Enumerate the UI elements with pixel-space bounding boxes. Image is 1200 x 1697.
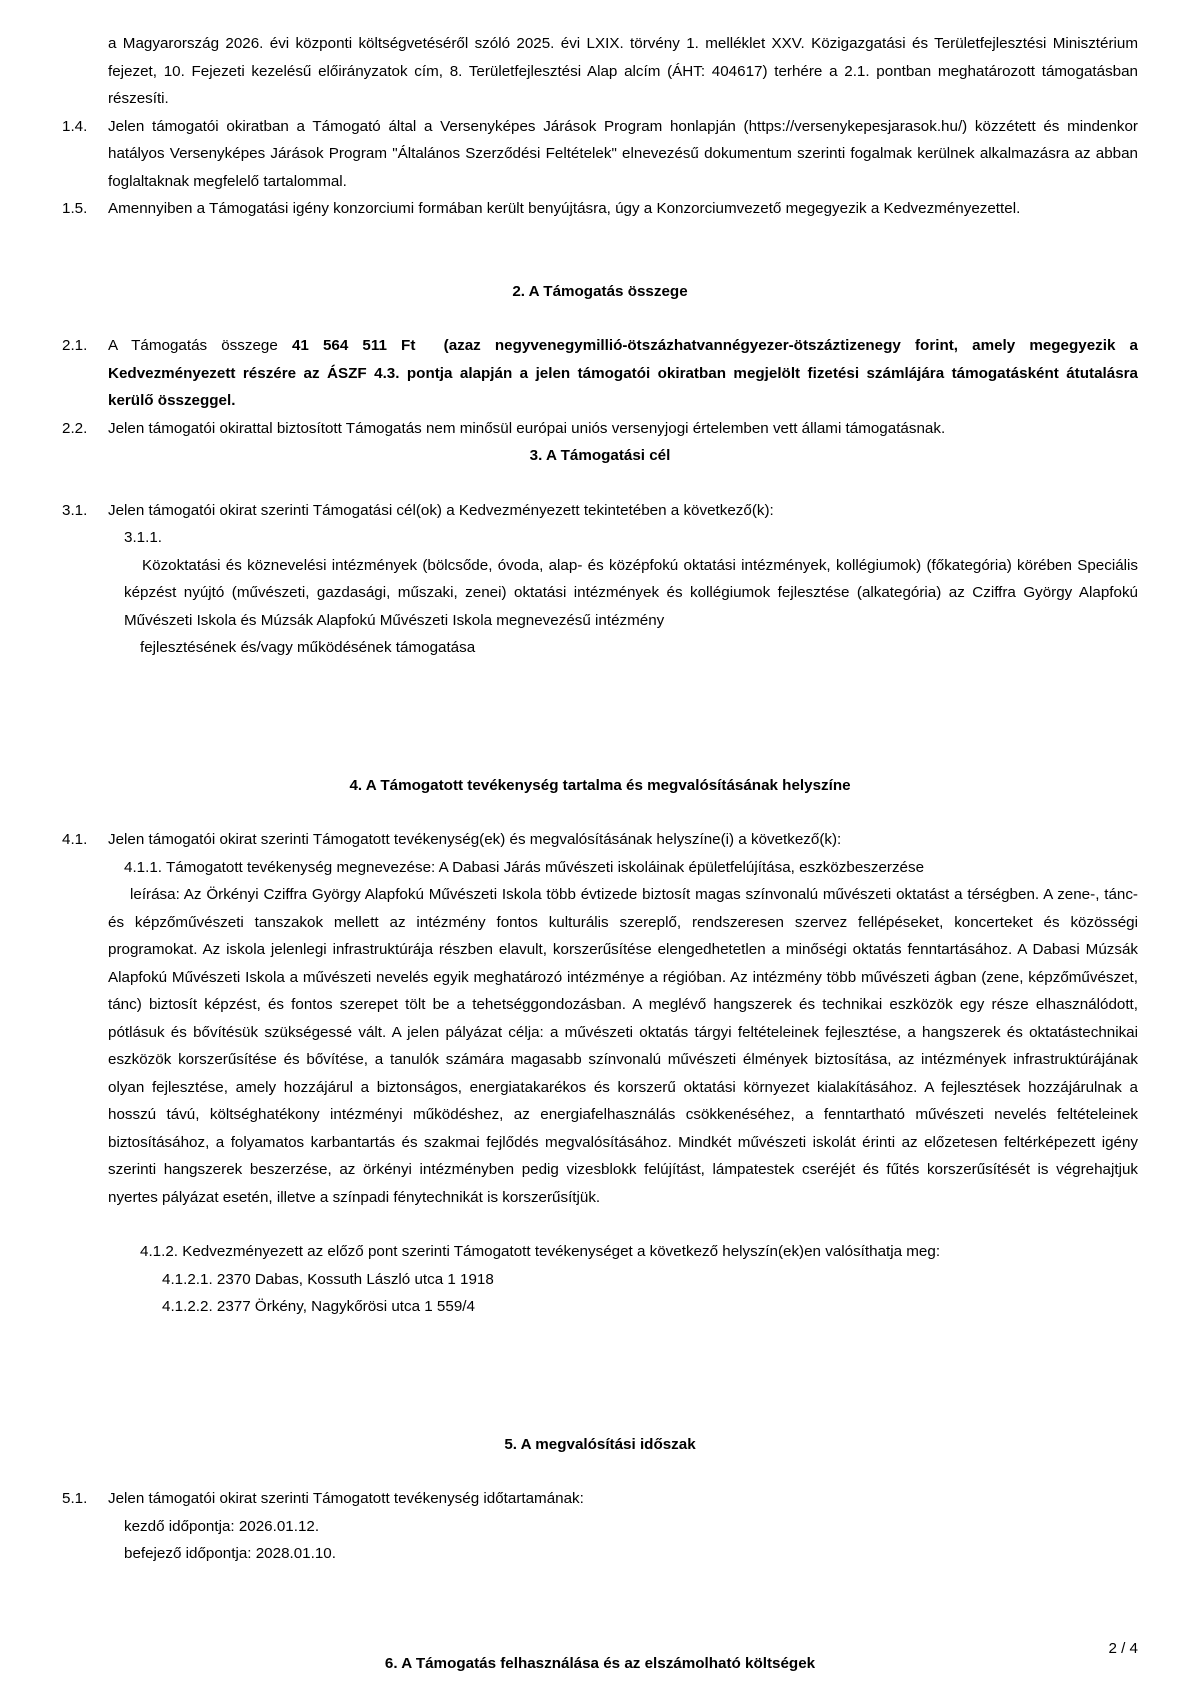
spacer	[62, 223, 1138, 278]
spacer	[62, 1458, 1138, 1485]
clause-1-5	[62, 195, 1138, 223]
clause-2-2-number: 2.2.	[62, 419, 88, 437]
spacer	[62, 1568, 1138, 1650]
clause-2-1-text	[108, 332, 1138, 415]
clause-3-1-1-number: 3.1.1.	[124, 529, 162, 546]
spacer	[62, 662, 1138, 772]
clause-3-1-number: 3.1.	[62, 501, 88, 519]
clause-2-1-amount-words	[415, 337, 443, 354]
clause-2-1-bold-rest: (azaz negyvenegymillió-ötszázhatvannégyezer-ötszáztizenegy forint, amely megegyezik a Kedvezményezett részére az ÁSZF 4.3. pontja alapján a jelen támogatói okiratban megjelölt fizetési számlájára támogatásként átutalásra kerülő összeggel.	[108, 337, 1138, 409]
clause-4-1	[62, 826, 1138, 854]
clause-1-4-number: 1.4.	[62, 117, 88, 135]
clause-3-1-1-tail: fejlesztésének és/vagy működésének támogatása	[140, 639, 476, 656]
heading-section-2: 2. A Támogatás összege	[512, 282, 688, 300]
clause-1-5-text: Amennyiben a Támogatási igény konzorciumi formában került benyújtásra, úgy a Konzorciumvezető megegyezik a Kedvezményezettel.	[108, 200, 1021, 217]
clause-5-1-text: Jelen támogatói okirat szerinti Támogatott tevékenység időtartamának:	[108, 1490, 584, 1507]
clause-2-2	[62, 415, 1138, 443]
clause-5-1-end-date: befejező időpontja: 2028.01.10.	[124, 1545, 336, 1562]
clause-2-1-amount: 41 564 511 Ft	[291, 337, 416, 354]
heading-section-5: 5. A megvalósítási időszak	[504, 1435, 696, 1453]
clause-4-1-1-title: 4.1.1. Támogatott tevékenység megnevezése: A Dabasi Járás művészeti iskoláinak épületfelújítása, eszközbeszerzése	[124, 858, 925, 876]
clause-2-1	[62, 332, 1138, 415]
heading-section-4: 4. A Támogatott tevékenység tartalma és megvalósításának helyszíne	[349, 776, 851, 794]
clause-4-1-2-1-location: 4.1.2.1. 2370 Dabas, Kossuth László utca 1 1918	[162, 1270, 494, 1288]
clause-5-1-number: 5.1.	[62, 1490, 88, 1507]
clause-1-4	[62, 113, 1138, 196]
clause-5-1-start-date: kezdő időpontja: 2026.01.12.	[124, 1517, 320, 1535]
clause-2-1-number: 2.1.	[62, 337, 88, 354]
document-body	[62, 30, 1138, 1677]
clause-1-4-text: Jelen támogatói okiratban a Támogató által a Versenyképes Járások Program honlapján (https://versenykepesjarasok.hu/) közzétett és mindenkor hatályos Versenyképes Járások Program "Általános Szerződési Feltételek" elnevezésű dokumentum szerinti fogalmak kerülnek alkalmazásra az abban foglaltaknak megfelelő tartalommal.	[108, 117, 1138, 190]
clause-2-2-text: Jelen támogatói okirattal biztosított Támogatás nem minősül európai uniós versenyjogi értelemben vett állami támogatásnak.	[108, 419, 946, 437]
spacer	[62, 305, 1138, 332]
clause-4-1-number: 4.1.	[62, 831, 88, 848]
clause-5-1	[62, 1485, 1138, 1513]
clause-4-1-2-2-location: 4.1.2.2. 2377 Örkény, Nagykőrösi utca 1 559/4	[162, 1298, 475, 1315]
spacer	[62, 799, 1138, 826]
clause-2-1-prefix: A Támogatás összege	[108, 337, 292, 354]
clause-1-3-continuation: a Magyarország 2026. évi központi költségvetéséről szóló 2025. évi LXIX. törvény 1. melléklet XXV. Közigazgatási és Területfejlesztési Minisztérium fejezet, 10. Fejezeti kezelésű előirányzatok cím, 8. Területfejlesztési Alap alcím (ÁHT: 404617) terhére a 2.1. pontban meghatározott támogatásban részesíti.	[108, 35, 1138, 107]
clause-3-1-text: Jelen támogatói okirat szerinti Támogatási cél(ok) a Kedvezményezett tekintetében a következő(k):	[108, 501, 774, 519]
spacer	[62, 470, 1138, 497]
clause-3-1	[62, 497, 1138, 525]
clause-1-5-number: 1.5.	[62, 200, 88, 217]
clause-3-1-1-text: Közoktatási és köznevelési intézmények (bölcsőde, óvoda, alap- és középfokú oktatási intézmények, kollégiumok) (főkategória) körében Speciális képzést nyújtó (művészeti, gazdasági, műszaki, zenei) oktatási intézmények és kollégiumok fejlesztése (alkategória) az Cziffra György Alapfokú Művészeti Iskola és Múzsák Alapfokú Művészeti Iskola megnevezésű intézmény	[124, 556, 1138, 629]
clause-4-1-text: Jelen támogatói okirat szerinti Támogatott tevékenység(ek) és megvalósításának helyszíne(i) a következő(k):	[108, 831, 842, 848]
clause-4-1-1-description: leírása: Az Örkényi Cziffra György Alapfokú Művészeti Iskola több évtizede biztosít magas színvonalú művészeti oktatást a térségben. A zene-, tánc- és képzőművészeti tanszakok mellett az intézmény fontos kulturális szereplő, rendszeresen szervez fellépéseket, koncerteket és közösségi programokat. Az iskola jelenlegi infrastruktúrája részben elavult, korszerűsítése elengedhetetlen a minőségi oktatás fenntartásához. A Dabasi Múzsák Alapfokú Művészeti Iskola a művészeti nevelés egyik meghatározó intézménye a régióban. Az intézmény több művészeti ágban (zene, képzőművészet, tánc) biztosít képzést, és fontos szerepet tölt be a tehetséggondozásban. A meglévő hangszerek és technikai eszközök egy része elhasználódott, pótlásuk és bővítésük szükségessé vált. A jelen pályázat célja: a művészeti oktatás tárgyi feltételeinek fejlesztése, a hangszerek és oktatástechnikai eszközök korszerűsítése és bővítése, a tanulók számára magasabb színvonalú művészeti élmények biztosítása, az intézmények infrastruktúrájának olyan fejlesztése, amely hozzájárul a biztonságos, energiatakarékos és korszerű oktatási környezet kialakításához. A fejlesztések hozzájárulnak a hosszú távú, költséghatékony intézményi működéshez, az energiafelhasználás csökkenéséhez, a fenntartható művészeti nevelés feltételeinek biztosításához, a folyamatos karbantartás és szakmai fejlődés megvalósításához. Mindkét művészeti iskolát érinti az előzetesen feltérképezett igény szerinti hangszerek beszerzése, az örkényi intézményben pedig vizesblokk felújítást, lámpatestek cseréjét és fűtés korszerűsítését is végrehajtjuk nyertes pályázat esetén, illetve a színpadi fénytechnikát is korszerűsítjük.	[108, 886, 1138, 1206]
spacer	[62, 1321, 1138, 1431]
spacer	[62, 1211, 1138, 1238]
clause-4-1-2-text: 4.1.2. Kedvezményezett az előző pont szerinti Támogatott tevékenységet a következő helyszín(ek)en valósíthatja meg:	[140, 1243, 941, 1260]
heading-section-3: 3. A Támogatási cél	[529, 447, 671, 464]
heading-section-6: 6. A Támogatás felhasználása és az elszámolható költségek	[384, 1654, 816, 1672]
page-number: 2 / 4	[1108, 1640, 1138, 1657]
